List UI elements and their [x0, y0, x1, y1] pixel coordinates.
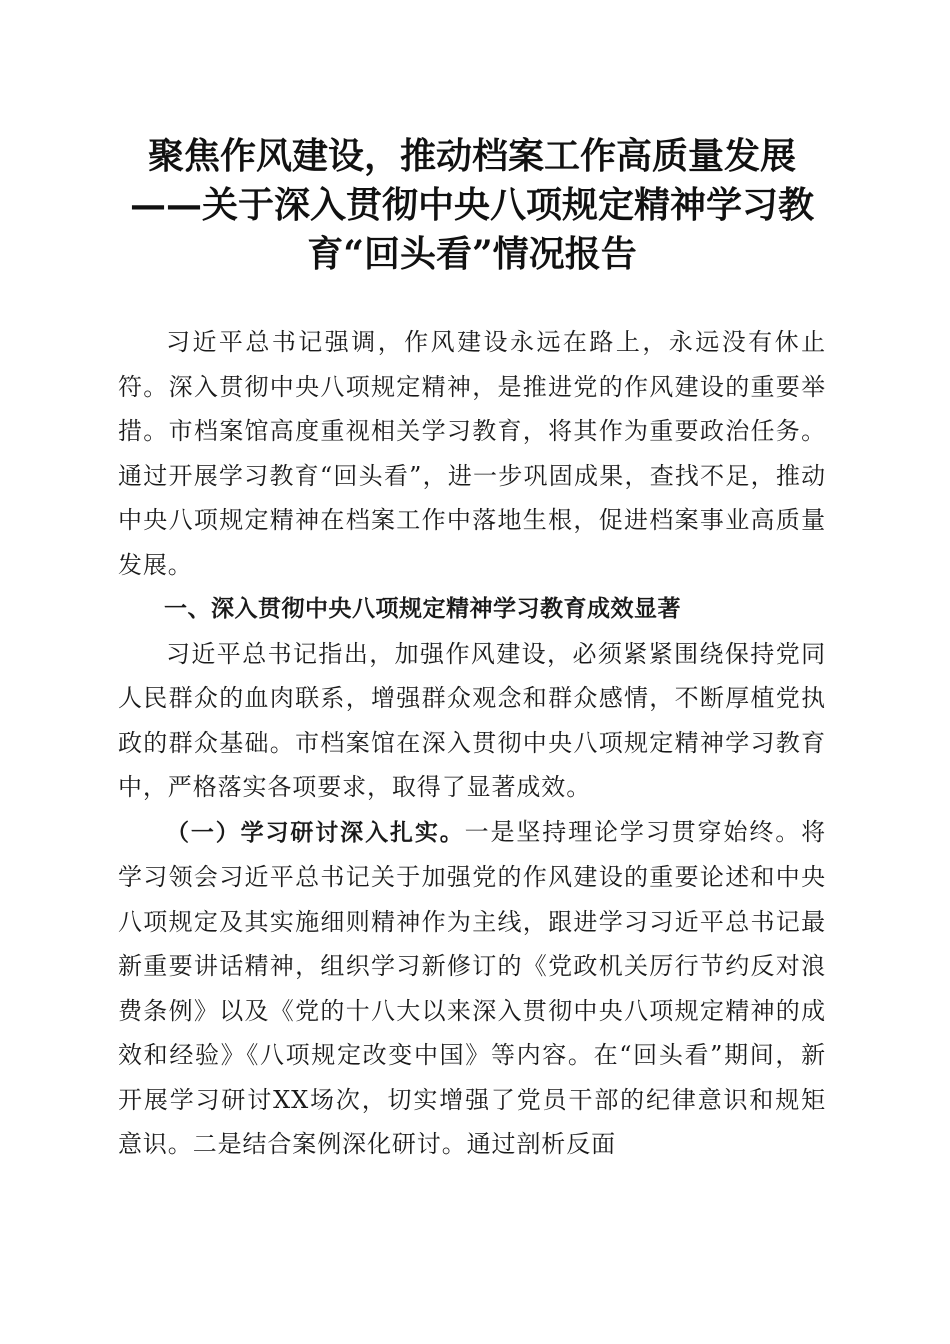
section-paragraph: 习近平总书记指出，加强作风建设，必须紧紧围绕保持党同人民群众的血肉联系，增强群众观念和群众感情，不断厚植党执政的群众基础。市档案馆在深入贯彻中央八项规定精神学习教育中，严格落实各项要求，取得了显著成效。 [118, 639, 826, 801]
subsection-paragraph [118, 810, 826, 1167]
subsection-heading: （一）学习研讨深入扎实。 [166, 819, 465, 846]
intro-paragraph: 习近平总书记强调，作风建设永远在路上，永远没有休止符。深入贯彻中央八项规定精神，是推进党的作风建设的重要举措。市档案馆高度重视相关学习教育，将其作为重要政治任务。通过开展学习教育“回头看”，进一步巩固成果，查找不足，推动中央八项规定精神在档案工作中落地生根，促进档案事业高质量发展。 [118, 328, 826, 579]
document-body [118, 320, 826, 1167]
document-title: 聚焦作风建设，推动档案工作高质量发展——关于深入贯彻中央八项规定精神学习教育“回头看”情况报告 [129, 135, 814, 275]
subsection-text: 一是坚持理论学习贯穿始终。将学习领会习近平总书记关于加强党的作风建设的重要论述和中央八项规定及其实施细则精神作为主线，跟进学习习近平总书记最新重要讲话精神，组织学习新修订的《党政机关厉行节约反对浪费条例》以及《党的十八大以来深入贯彻中央八项规定精神的成效和经验》《八项规定改变中国》等内容。在“回头看”期间，新开展学习研讨XX场次，切实增强了党员干部的纪律意识和规矩意识。二是结合案例深化研讨。通过剖析反面 [118, 817, 826, 1158]
section-heading: 一、深入贯彻中央八项规定精神学习教育成效显著 [164, 596, 681, 622]
